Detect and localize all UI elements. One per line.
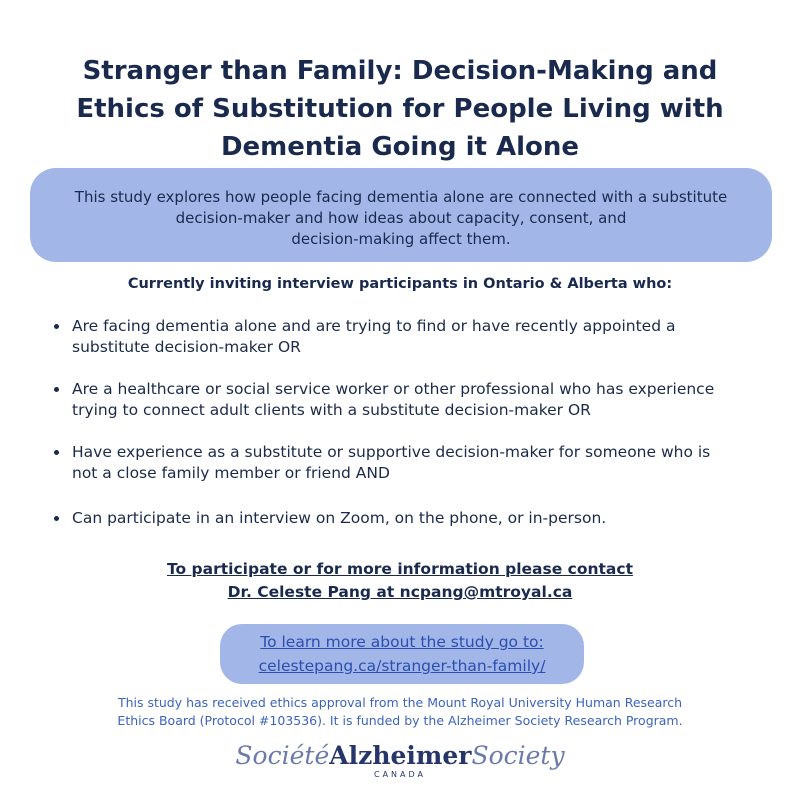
ethics-line-1: This study has received ethics approval from the Mount Royal University Human Research (117, 695, 683, 710)
title-line-2: Ethics of Substitution for People Living with (76, 94, 724, 124)
alzheimer-society-logo (0, 740, 800, 780)
logo-alzheimer-word: Alzheimer (329, 741, 472, 770)
page-title (40, 52, 760, 166)
intro-line-3: decision-making affect them. (291, 230, 511, 248)
list-item-line: not a close family member or friend AND (72, 464, 390, 482)
contact-line-1: To participate or for more information please contact (167, 560, 633, 578)
invite-heading: Currently inviting interview participants in Ontario & Alberta who: (127, 276, 673, 292)
contact-email-link[interactable]: Dr. Celeste Pang at ncpang@mtroyal.ca (227, 583, 573, 601)
learn-more-line-1: To learn more about the study go to: (260, 633, 544, 651)
list-item (48, 316, 675, 358)
title-line-3: Dementia Going it Alone (220, 132, 580, 162)
list-item-line: Are facing dementia alone and are trying to find or have recently appointed a (72, 317, 676, 335)
list-item-line: substitute decision-maker OR (72, 338, 301, 356)
logo-english-word: Society (471, 741, 565, 770)
intro-line-1: This study explores how people facing dementia alone are connected with a substitute (74, 188, 728, 206)
list-item-line: Can participate in an interview on Zoom, on the phone, or in-person. (72, 509, 607, 527)
list-item (48, 379, 714, 421)
list-item-line: Have experience as a substitute or supportive decision-maker for someone who is (72, 443, 711, 461)
intro-line-2: decision-maker and how ideas about capacity, consent, and (175, 209, 627, 227)
ethics-line-2: Ethics Board (Protocol #103536). It is funded by the Alzheimer Society Research Program. (117, 713, 683, 728)
logo-country: CANADA (373, 770, 426, 779)
study-url-link[interactable]: celestepang.ca/stranger-than-family/ (258, 657, 546, 675)
title-line-1: Stranger than Family: Decision-Making and (82, 56, 718, 86)
contact-info (20, 558, 780, 604)
list-item (48, 442, 710, 484)
list-item (48, 508, 606, 529)
logo-french-word: Société (235, 741, 330, 770)
list-item-line: trying to connect adult clients with a substitute decision-maker OR (72, 401, 591, 419)
ethics-note (40, 694, 760, 730)
learn-more-box (220, 624, 584, 684)
study-description-box (30, 168, 772, 262)
list-item-line: Are a healthcare or social service worker or other professional who has experience (72, 380, 715, 398)
